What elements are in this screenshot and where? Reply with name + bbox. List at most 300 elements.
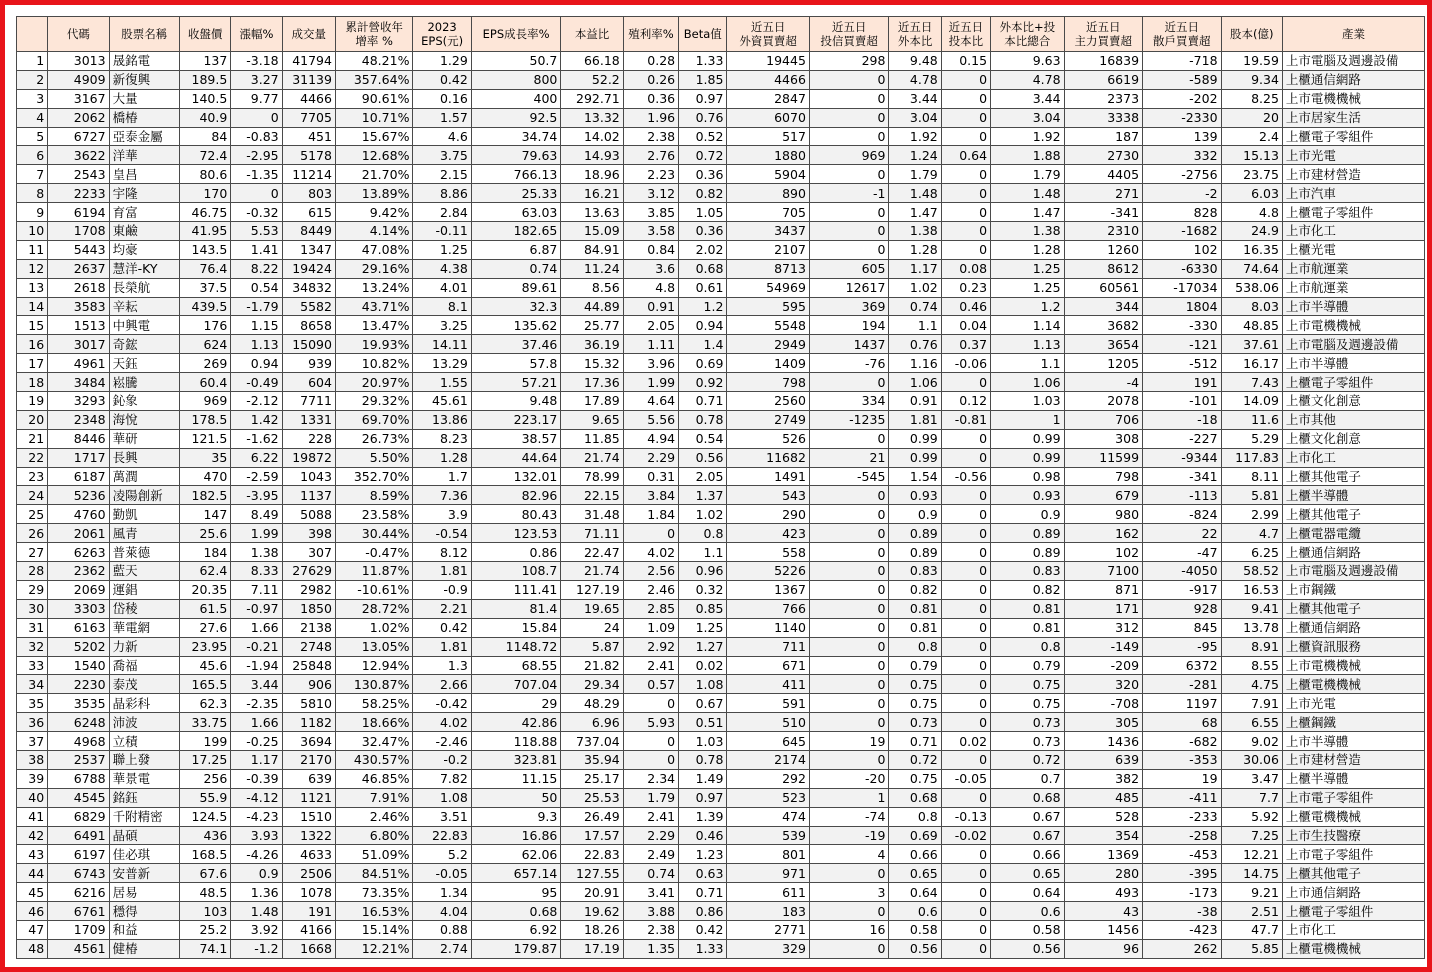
- table-cell: 0: [809, 89, 889, 108]
- table-cell: 436: [180, 826, 231, 845]
- table-cell: 0.82: [889, 580, 941, 599]
- table-cell: 13.89%: [335, 184, 412, 203]
- table-row[interactable]: [17, 883, 1425, 902]
- column-header[interactable]: 產業: [1282, 17, 1424, 52]
- table-cell: 11.15: [471, 769, 561, 788]
- table-cell: 上市建材營造: [1282, 750, 1424, 769]
- table-cell: 766: [727, 599, 810, 618]
- table-row[interactable]: [17, 335, 1425, 354]
- table-cell: 上市半導體: [1282, 354, 1424, 373]
- table-cell: 上櫃電子零組件: [1282, 127, 1424, 146]
- table-cell: 8612: [1064, 259, 1143, 278]
- table-row[interactable]: [17, 675, 1425, 694]
- table-cell: 3.58: [623, 222, 678, 241]
- table-cell: 1.35: [623, 939, 678, 958]
- table-cell: 165.5: [180, 675, 231, 694]
- table-cell: 0: [809, 637, 889, 656]
- column-header[interactable]: 近五日 外本比: [889, 17, 941, 52]
- table-row[interactable]: [17, 259, 1425, 278]
- table-cell: 3437: [727, 222, 810, 241]
- table-row[interactable]: [17, 89, 1425, 108]
- table-cell: 29: [471, 694, 561, 713]
- table-cell: 海悅: [109, 410, 179, 429]
- table-cell: 上市建材營造: [1282, 165, 1424, 184]
- table-row[interactable]: [17, 750, 1425, 769]
- table-cell: 0.9: [231, 864, 282, 883]
- table-row[interactable]: [17, 392, 1425, 411]
- table-row[interactable]: [17, 448, 1425, 467]
- table-cell: 0: [809, 902, 889, 921]
- table-cell: 36: [17, 713, 48, 732]
- table-row[interactable]: [17, 845, 1425, 864]
- column-header[interactable]: 近五日 投本比: [941, 17, 990, 52]
- table-cell: 上市電機機械: [1282, 89, 1424, 108]
- table-cell: 5178: [282, 146, 335, 165]
- table-row[interactable]: [17, 108, 1425, 127]
- table-row[interactable]: [17, 429, 1425, 448]
- table-row[interactable]: [17, 543, 1425, 562]
- table-cell: 0.93: [889, 486, 941, 505]
- table-cell: 0.97: [679, 788, 727, 807]
- table-cell: 1.34: [413, 883, 471, 902]
- table-cell: 9.63: [991, 52, 1064, 71]
- table-cell: 0: [809, 429, 889, 448]
- table-cell: 357.64%: [335, 70, 412, 89]
- table-cell: 52.2: [561, 70, 623, 89]
- table-cell: 19.93%: [335, 335, 412, 354]
- table-cell: 2078: [1064, 392, 1143, 411]
- table-row[interactable]: [17, 694, 1425, 713]
- table-cell: 6372: [1143, 656, 1222, 675]
- table-cell: 0: [623, 732, 678, 751]
- table-cell: 勤凱: [109, 505, 179, 524]
- table-cell: -173: [1143, 883, 1222, 902]
- table-cell: 14.11: [413, 335, 471, 354]
- table-cell: 0: [941, 637, 990, 656]
- table-cell: 162: [1064, 524, 1143, 543]
- table-cell: 1.09: [623, 618, 678, 637]
- table-cell: 47.08%: [335, 240, 412, 259]
- table-cell: -0.81: [941, 410, 990, 429]
- column-header[interactable]: 近五日 主力買賣超: [1064, 17, 1143, 52]
- table-cell: 1.54: [889, 467, 941, 486]
- table-cell: 5202: [48, 637, 109, 656]
- table-cell: 33.75: [180, 713, 231, 732]
- column-header[interactable]: 漲幅%: [231, 17, 282, 52]
- table-cell: 0: [941, 108, 990, 127]
- table-cell: 喬福: [109, 656, 179, 675]
- table-cell: 上市電機機械: [1282, 656, 1424, 675]
- table-cell: 1.84: [623, 505, 678, 524]
- table-cell: 17.25: [180, 750, 231, 769]
- table-row[interactable]: [17, 184, 1425, 203]
- table-cell: 11214: [282, 165, 335, 184]
- table-cell: 0.97: [679, 89, 727, 108]
- table-cell: 0.78: [679, 410, 727, 429]
- table-cell: 1369: [1064, 845, 1143, 864]
- table-cell: 4545: [48, 788, 109, 807]
- table-cell: 0: [941, 562, 990, 581]
- column-header[interactable]: 累計營收年 增率 %: [335, 17, 412, 52]
- table-cell: 0: [809, 505, 889, 524]
- table-cell: 0.71: [889, 732, 941, 751]
- table-cell: 2.51: [1221, 902, 1282, 921]
- table-cell: 5236: [48, 486, 109, 505]
- table-cell: 長興: [109, 448, 179, 467]
- table-cell: 705: [727, 203, 810, 222]
- column-header[interactable]: 股本(億): [1221, 17, 1282, 52]
- table-cell: 7.43: [1221, 373, 1282, 392]
- table-cell: 3.44: [231, 675, 282, 694]
- table-cell: 16.35: [1221, 240, 1282, 259]
- table-cell: 26.49: [561, 807, 623, 826]
- column-header[interactable]: 外本比+投 本比總合: [991, 17, 1064, 52]
- table-cell: 4.8: [623, 278, 678, 297]
- table-cell: 1.49: [679, 769, 727, 788]
- table-cell: 0.57: [623, 675, 678, 694]
- table-cell: 0.83: [889, 562, 941, 581]
- table-cell: 3.88: [623, 902, 678, 921]
- table-row[interactable]: [17, 127, 1425, 146]
- table-cell: 11.85: [561, 429, 623, 448]
- table-cell: 4466: [282, 89, 335, 108]
- table-cell: 1.7: [413, 467, 471, 486]
- table-cell: 9.34: [1221, 70, 1282, 89]
- table-cell: 3.92: [231, 920, 282, 939]
- table-cell: 20.35: [180, 580, 231, 599]
- table-cell: 62.3: [180, 694, 231, 713]
- column-header[interactable]: [17, 17, 48, 52]
- table-cell: 健椿: [109, 939, 179, 958]
- table-cell: 1.81: [413, 637, 471, 656]
- table-cell: 普萊德: [109, 543, 179, 562]
- table-row[interactable]: [17, 618, 1425, 637]
- table-cell: 334: [809, 392, 889, 411]
- table-cell: 679: [1064, 486, 1143, 505]
- column-header[interactable]: 本益比: [561, 17, 623, 52]
- table-cell: 0: [941, 694, 990, 713]
- table-row[interactable]: [17, 713, 1425, 732]
- table-cell: 871: [1064, 580, 1143, 599]
- table-cell: 17.19: [561, 939, 623, 958]
- table-cell: 4561: [48, 939, 109, 958]
- table-cell: 7.91: [1221, 694, 1282, 713]
- column-header[interactable]: 代碼: [48, 17, 109, 52]
- table-cell: 13.47%: [335, 316, 412, 335]
- table-row[interactable]: [17, 788, 1425, 807]
- table-cell: 0: [809, 70, 889, 89]
- table-cell: 37.5: [180, 278, 231, 297]
- table-row[interactable]: [17, 146, 1425, 165]
- table-cell: 0.64: [941, 146, 990, 165]
- table-cell: 0: [941, 580, 990, 599]
- table-cell: 1182: [282, 713, 335, 732]
- table-cell: 6194: [48, 203, 109, 222]
- table-cell: 2.38: [623, 127, 678, 146]
- table-cell: 4.02: [413, 713, 471, 732]
- table-row[interactable]: [17, 52, 1425, 71]
- table-cell: 121.5: [180, 429, 231, 448]
- table-cell: 8713: [727, 259, 810, 278]
- table-cell: 5.85: [1221, 939, 1282, 958]
- table-cell: 0: [809, 240, 889, 259]
- table-cell: 31.48: [561, 505, 623, 524]
- table-cell: 11.24: [561, 259, 623, 278]
- table-cell: 0: [941, 788, 990, 807]
- table-cell: 0.66: [991, 845, 1064, 864]
- table-cell: 63.03: [471, 203, 561, 222]
- table-cell: 35: [180, 448, 231, 467]
- table-row[interactable]: [17, 524, 1425, 543]
- column-header[interactable]: 成交量: [282, 17, 335, 52]
- table-cell: 1708: [48, 222, 109, 241]
- table-cell: 4.04: [413, 902, 471, 921]
- column-header[interactable]: 股票名稱: [109, 17, 179, 52]
- table-cell: 上市航運業: [1282, 278, 1424, 297]
- table-cell: 2771: [727, 920, 810, 939]
- table-row[interactable]: [17, 599, 1425, 618]
- table-row[interactable]: [17, 467, 1425, 486]
- table-cell: 上市鋼鐵: [1282, 580, 1424, 599]
- table-row[interactable]: [17, 826, 1425, 845]
- table-cell: 0.36: [679, 165, 727, 184]
- table-cell: 上櫃其他電子: [1282, 505, 1424, 524]
- table-cell: 3: [17, 89, 48, 108]
- table-cell: 0.75: [889, 694, 941, 713]
- table-cell: 0.85: [679, 599, 727, 618]
- table-cell: 1.03: [991, 392, 1064, 411]
- table-cell: 17: [17, 354, 48, 373]
- table-row[interactable]: [17, 580, 1425, 599]
- table-cell: -1235: [809, 410, 889, 429]
- table-cell: 398: [282, 524, 335, 543]
- column-header[interactable]: 近五日 投信買賣超: [809, 17, 889, 52]
- table-row[interactable]: [17, 505, 1425, 524]
- table-cell: 1.1: [679, 543, 727, 562]
- table-cell: 0.72: [889, 750, 941, 769]
- table-row[interactable]: [17, 297, 1425, 316]
- table-cell: 1.99: [623, 373, 678, 392]
- table-cell: 8.56: [561, 278, 623, 297]
- table-cell: 0.8: [889, 807, 941, 826]
- table-cell: -330: [1143, 316, 1222, 335]
- table-cell: 595: [727, 297, 810, 316]
- table-cell: 25.77: [561, 316, 623, 335]
- table-row[interactable]: [17, 203, 1425, 222]
- table-cell: 1.92: [889, 127, 941, 146]
- table-cell: 3583: [48, 297, 109, 316]
- table-cell: 0.65: [889, 864, 941, 883]
- table-cell: 352.70%: [335, 467, 412, 486]
- table-cell: 0: [941, 127, 990, 146]
- table-cell: 6727: [48, 127, 109, 146]
- table-cell: 29: [17, 580, 48, 599]
- table-row[interactable]: [17, 732, 1425, 751]
- table-cell: 67.6: [180, 864, 231, 883]
- table-row[interactable]: [17, 939, 1425, 958]
- table-cell: 0: [941, 750, 990, 769]
- table-cell: 0: [809, 864, 889, 883]
- table-cell: 1.02: [679, 505, 727, 524]
- table-cell: 0: [809, 618, 889, 637]
- column-header[interactable]: 近五日 散戶買賣超: [1143, 17, 1222, 52]
- table-cell: 18.96: [561, 165, 623, 184]
- table-cell: 2348: [48, 410, 109, 429]
- table-row[interactable]: [17, 165, 1425, 184]
- table-cell: 528: [1064, 807, 1143, 826]
- table-cell: 0.93: [991, 486, 1064, 505]
- table-cell: 0.91: [623, 297, 678, 316]
- table-cell: -2.12: [231, 392, 282, 411]
- table-cell: 354: [1064, 826, 1143, 845]
- table-cell: 洋華: [109, 146, 179, 165]
- table-cell: 1510: [282, 807, 335, 826]
- table-cell: 7: [17, 165, 48, 184]
- table-row[interactable]: [17, 920, 1425, 939]
- table-cell: 320: [1064, 675, 1143, 694]
- table-cell: 18: [17, 373, 48, 392]
- column-header[interactable]: 近五日 外資買賣超: [727, 17, 810, 52]
- table-row[interactable]: [17, 902, 1425, 921]
- table-cell: 2506: [282, 864, 335, 883]
- table-cell: 0.74: [889, 297, 941, 316]
- table-cell: 3654: [1064, 335, 1143, 354]
- table-row[interactable]: [17, 562, 1425, 581]
- table-cell: 32.3: [471, 297, 561, 316]
- column-header[interactable]: EPS成長率%: [471, 17, 561, 52]
- table-cell: 558: [727, 543, 810, 562]
- table-cell: 育富: [109, 203, 179, 222]
- table-cell: 1717: [48, 448, 109, 467]
- table-cell: 38.57: [471, 429, 561, 448]
- table-cell: 上市光電: [1282, 146, 1424, 165]
- table-cell: 140.5: [180, 89, 231, 108]
- table-cell: 0: [941, 713, 990, 732]
- table-cell: 1.36: [231, 883, 282, 902]
- table-cell: 0.92: [679, 373, 727, 392]
- table-row[interactable]: [17, 354, 1425, 373]
- table-cell: 崧騰: [109, 373, 179, 392]
- table-cell: 46.85%: [335, 769, 412, 788]
- table-cell: 3167: [48, 89, 109, 108]
- table-row[interactable]: [17, 864, 1425, 883]
- column-header[interactable]: 2023 EPS(元): [413, 17, 471, 52]
- table-cell: 27.6: [180, 618, 231, 637]
- table-cell: 29.32%: [335, 392, 412, 411]
- table-cell: 25.6: [180, 524, 231, 543]
- table-row[interactable]: [17, 278, 1425, 297]
- table-cell: 1.27: [679, 637, 727, 656]
- table-cell: 穩得: [109, 902, 179, 921]
- table-row[interactable]: [17, 807, 1425, 826]
- table-cell: 1140: [727, 618, 810, 637]
- table-cell: 37: [17, 732, 48, 751]
- table-cell: 1.17: [889, 259, 941, 278]
- table-cell: 2.15: [413, 165, 471, 184]
- table-cell: 1.16: [889, 354, 941, 373]
- table-cell: 1.06: [889, 373, 941, 392]
- table-cell: 37.46: [471, 335, 561, 354]
- table-cell: 2949: [727, 335, 810, 354]
- table-cell: 191: [282, 902, 335, 921]
- table-cell: -4.23: [231, 807, 282, 826]
- table-cell: 2069: [48, 580, 109, 599]
- table-cell: 2.99: [1221, 505, 1282, 524]
- table-cell: 0: [941, 505, 990, 524]
- table-cell: 1.66: [231, 618, 282, 637]
- table-cell: 慧洋-KY: [109, 259, 179, 278]
- table-cell: -423: [1143, 920, 1222, 939]
- table-cell: 25.17: [561, 769, 623, 788]
- table-cell: 20.97%: [335, 373, 412, 392]
- table-cell: 292.71: [561, 89, 623, 108]
- table-cell: 89.61: [471, 278, 561, 297]
- table-cell: 0.83: [991, 562, 1064, 581]
- table-cell: 24.9: [1221, 222, 1282, 241]
- table-row[interactable]: [17, 240, 1425, 259]
- table-cell: 178.5: [180, 410, 231, 429]
- table-cell: 271: [1064, 184, 1143, 203]
- table-row[interactable]: [17, 486, 1425, 505]
- table-cell: 0.81: [889, 618, 941, 637]
- table-row[interactable]: [17, 70, 1425, 89]
- table-cell: 1.79: [991, 165, 1064, 184]
- table-cell: -1: [809, 184, 889, 203]
- column-header[interactable]: 殖利率%: [623, 17, 678, 52]
- table-cell: 801: [727, 845, 810, 864]
- table-row[interactable]: [17, 637, 1425, 656]
- table-cell: 1367: [727, 580, 810, 599]
- table-cell: 0.04: [941, 316, 990, 335]
- table-cell: 2: [17, 70, 48, 89]
- table-cell: 0.79: [889, 656, 941, 675]
- table-cell: -0.47%: [335, 543, 412, 562]
- table-cell: 3.27: [231, 70, 282, 89]
- table-cell: 711: [727, 637, 810, 656]
- table-cell: 0.9: [991, 505, 1064, 524]
- table-row[interactable]: [17, 656, 1425, 675]
- table-cell: 0: [941, 448, 990, 467]
- table-row[interactable]: [17, 222, 1425, 241]
- table-row[interactable]: [17, 769, 1425, 788]
- column-header[interactable]: 收盤價: [180, 17, 231, 52]
- table-row[interactable]: [17, 316, 1425, 335]
- table-cell: 0.61: [679, 278, 727, 297]
- table-cell: 0.63: [679, 864, 727, 883]
- table-cell: 1804: [1143, 297, 1222, 316]
- table-cell: -0.56: [941, 467, 990, 486]
- table-cell: -2.35: [231, 694, 282, 713]
- table-row[interactable]: [17, 410, 1425, 429]
- table-cell: 4760: [48, 505, 109, 524]
- column-header[interactable]: Beta值: [679, 17, 727, 52]
- table-cell: 25848: [282, 656, 335, 675]
- table-cell: 0.75: [991, 675, 1064, 694]
- table-cell: 0.71: [679, 392, 727, 411]
- table-cell: 22.47: [561, 543, 623, 562]
- table-cell: 0: [941, 165, 990, 184]
- table-row[interactable]: [17, 373, 1425, 392]
- table-cell: -2.59: [231, 467, 282, 486]
- table-cell: -2.95: [231, 146, 282, 165]
- table-cell: 上市通信網路: [1282, 883, 1424, 902]
- table-cell: 0.37: [941, 335, 990, 354]
- table-cell: 上市電子零組件: [1282, 788, 1424, 807]
- table-cell: 0.6: [991, 902, 1064, 921]
- table-cell: 256: [180, 769, 231, 788]
- table-cell: 10: [17, 222, 48, 241]
- table-cell: 11.87%: [335, 562, 412, 581]
